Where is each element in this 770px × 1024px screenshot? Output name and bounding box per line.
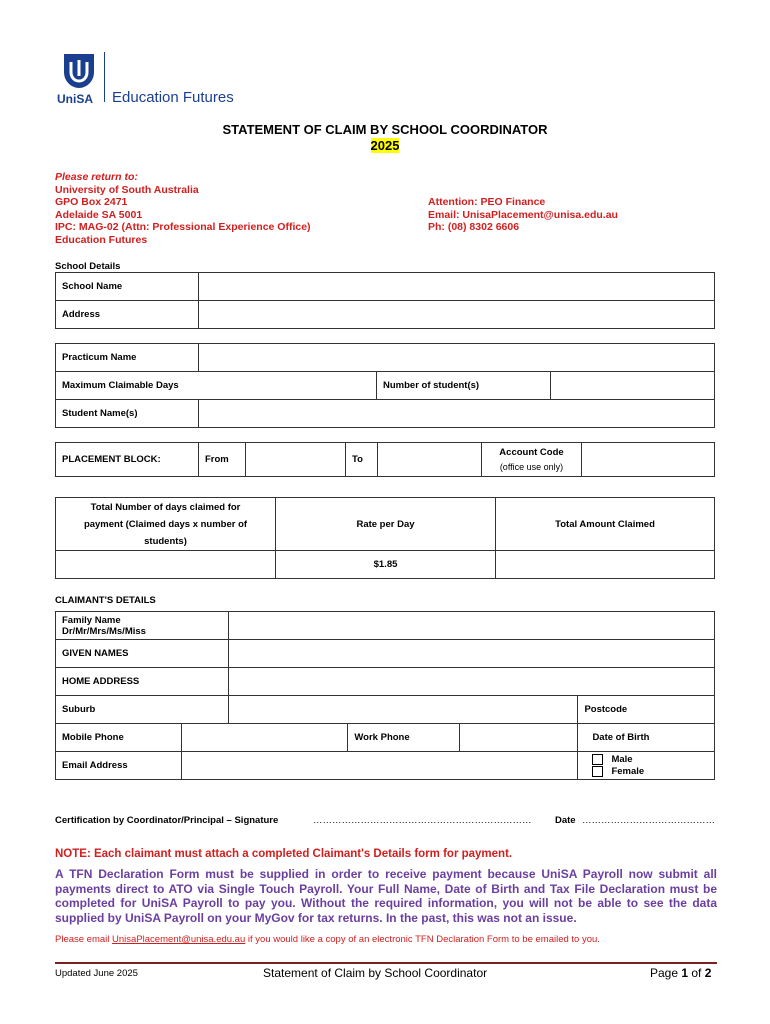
practicum-name-label: Practicum Name	[56, 344, 199, 372]
family-name-field[interactable]	[229, 612, 715, 640]
certification-label: Certification by Coordinator/Principal – Signature	[55, 815, 279, 826]
postcode-label	[578, 696, 715, 724]
total-days-field[interactable]	[56, 551, 276, 579]
postcode-text: Postcode	[584, 704, 628, 715]
email-note-after: if you would like a copy of an electronic TFN Declaration Form to be emailed to you.	[245, 934, 600, 945]
female-label: Female	[611, 765, 645, 777]
male-checkbox[interactable]	[592, 754, 603, 765]
work-phone-field[interactable]	[460, 724, 578, 752]
work-phone-label: Work Phone	[348, 724, 460, 752]
female-option[interactable]	[592, 766, 644, 777]
year-highlight: 2025	[370, 138, 400, 153]
mobile-phone-field[interactable]	[181, 724, 348, 752]
student-names-label: Student Name(s)	[56, 400, 199, 428]
placement-table	[55, 442, 715, 477]
school-details-label: School Details	[55, 261, 121, 272]
email-field[interactable]	[181, 752, 578, 780]
signature-line[interactable]: ……………………………………………………………	[313, 815, 532, 826]
given-names-field[interactable]	[229, 640, 715, 668]
return-line: Education Futures	[55, 233, 148, 246]
attention-line: Ph: (08) 8302 6606	[428, 221, 520, 234]
logo-unit: Education Futures	[112, 89, 234, 106]
page-number: 1	[681, 966, 689, 980]
footer-page	[650, 966, 711, 980]
return-line: IPC: MAG-02 (Attn: Professional Experience Office)	[55, 221, 311, 234]
school-details-table	[55, 272, 715, 329]
claimant-details-label: CLAIMANT'S DETAILS	[55, 595, 156, 606]
num-students-field[interactable]	[551, 372, 715, 400]
page-prefix: Page	[650, 966, 682, 980]
date-line[interactable]: ……………………………………	[582, 815, 715, 826]
gender-cell	[578, 752, 715, 780]
attention-line: Attention: PEO Finance	[428, 196, 546, 208]
address-field[interactable]	[199, 301, 715, 329]
given-names-label: GIVEN NAMES	[56, 640, 229, 668]
attention-block	[428, 196, 618, 234]
tfn-paragraph: A TFN Declaration Form must be supplied in order to receive payment because UniSA Payroll now submit all payments direct to ATO via Single Touch Payroll. Your Full Name, Date of Birth and Tax File Declaration must be completed for UniSA Payroll to pay you. Without the required information, you will not be able to see the data supplied by UniSA Payroll on your MyGov for tax returns. In the past, this was not an issue.	[55, 867, 717, 925]
return-line: Adelaide SA 5001	[55, 208, 143, 221]
page-of: of	[688, 966, 705, 980]
rate-per-day-label: Rate per Day	[276, 498, 496, 551]
family-name-line: Dr/Mr/Mrs/Ms/Miss	[62, 625, 146, 637]
home-address-label: HOME ADDRESS	[56, 668, 229, 696]
total-amount-field[interactable]	[496, 551, 715, 579]
school-name-label: School Name	[56, 273, 199, 301]
account-code-field[interactable]	[582, 443, 715, 477]
dob-label: Date of Birth	[578, 724, 715, 752]
account-code-label: Account Code	[499, 447, 564, 458]
attention-line: Email: UnisaPlacement@unisa.edu.au	[428, 208, 618, 221]
unisa-logo	[57, 52, 257, 112]
rate-value: $1.85	[276, 551, 496, 579]
date-label: Date	[555, 815, 576, 826]
account-code-cell	[482, 443, 582, 477]
num-students-label: Number of student(s)	[377, 372, 551, 400]
home-address-field[interactable]	[229, 668, 715, 696]
unisa-emblem-icon	[61, 52, 97, 90]
page-year	[0, 138, 770, 153]
family-name-line: Family Name	[62, 614, 121, 626]
from-field[interactable]	[246, 443, 346, 477]
to-field[interactable]	[378, 443, 482, 477]
to-label: To	[346, 443, 378, 477]
email-note-before: Please email	[55, 934, 113, 945]
from-label: From	[199, 443, 246, 477]
male-option[interactable]	[592, 754, 698, 765]
max-days-label: Maximum Claimable Days	[56, 372, 377, 400]
page-title: STATEMENT OF CLAIM BY SCHOOL COORDINATOR	[222, 122, 548, 137]
family-name-label	[56, 612, 229, 640]
return-line: GPO Box 2471	[55, 196, 128, 209]
footer-updated: Updated June 2025	[55, 968, 138, 979]
address-label: Address	[56, 301, 199, 329]
return-address	[55, 171, 311, 247]
claim-table	[55, 497, 715, 579]
logo-brand: UniSA	[57, 92, 93, 106]
footer-rule	[55, 962, 717, 964]
student-names-field[interactable]	[199, 400, 715, 428]
total-days-line: students)	[144, 535, 187, 547]
total-amount-label: Total Amount Claimed	[496, 498, 715, 551]
email-note	[55, 934, 600, 945]
school-name-field[interactable]	[199, 273, 715, 301]
total-days-line: payment (Claimed days x number of	[83, 518, 248, 530]
male-label: Male	[611, 754, 633, 766]
logo-divider	[104, 52, 105, 102]
office-use-label: (office use only)	[499, 462, 564, 472]
placement-block-label: PLACEMENT BLOCK:	[56, 443, 199, 477]
footer-doc-title: Statement of Claim by School Coordinator	[263, 966, 488, 980]
suburb-label: Suburb	[56, 696, 229, 724]
note-text: NOTE: Each claimant must attach a completed Claimant's Details form for payment.	[55, 848, 513, 860]
mobile-phone-label: Mobile Phone	[56, 724, 182, 752]
return-line: University of South Australia	[55, 183, 199, 196]
return-heading: Please return to:	[55, 171, 138, 183]
page-total: 2	[704, 966, 712, 980]
claimant-table	[55, 611, 715, 780]
suburb-field[interactable]	[229, 696, 578, 724]
practicum-name-field[interactable]	[199, 344, 715, 372]
email-link[interactable]: UnisaPlacement@unisa.edu.au	[112, 934, 246, 945]
total-days-line: Total Number of days claimed for	[90, 501, 241, 513]
practicum-table	[55, 343, 715, 428]
email-label: Email Address	[56, 752, 182, 780]
total-days-label	[56, 498, 276, 551]
female-checkbox[interactable]	[592, 766, 603, 777]
